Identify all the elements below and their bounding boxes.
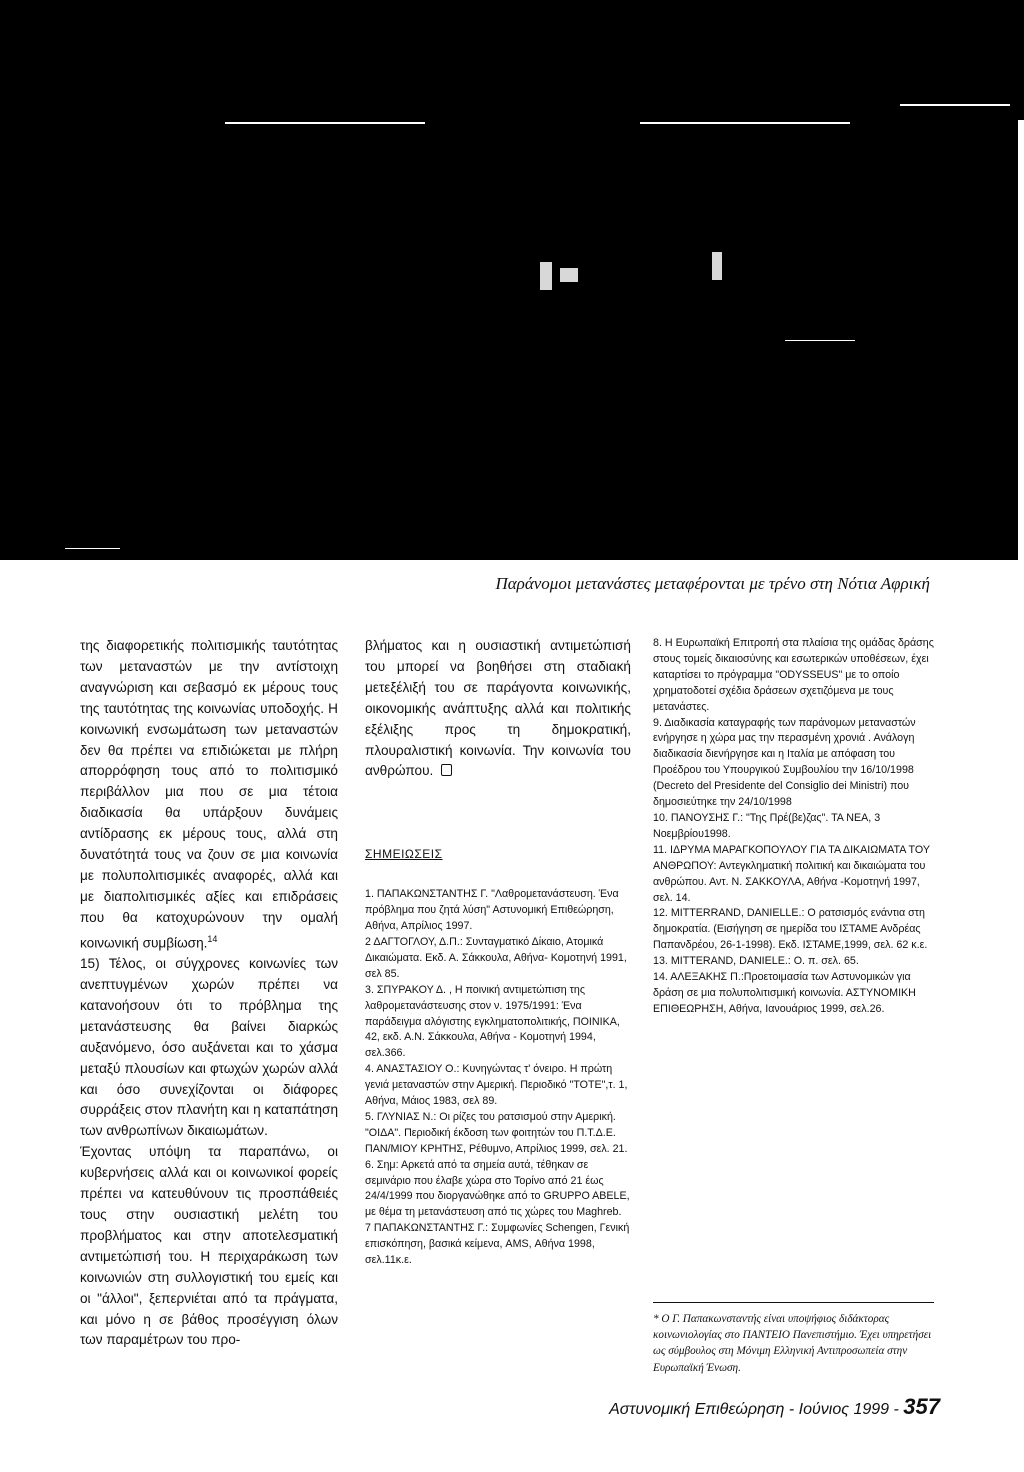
paragraph: Έχοντας υπόψη τα παραπάνω, οι κυβερνήσεις αλλά και οι κοινωνικοί φορείς πρέπει να κατευθύνουν τις προσπάθειές τους στην ουσιαστική μελέτη του προβλήματος και στην αποτελεσματική αντιμετώπισή του. Η περιχαράκωση των κοινωνιών στη συλλογιστική του εμείς και οι "άλλοι", ξεπερνιέται από τα πράγματα, και μόνο η σε βάθος προσέγγιση όλων των παραμέτρων του προ-: [80, 1144, 338, 1348]
footnote-ref: 14: [207, 933, 218, 944]
note-item: 5. ΓΛΥΝΙΑΣ Ν.: Οι ρίζες του ρατσισμού στην Αμερική. "ΟΙΔΑ". Περιοδική έκδοση των φοιτητών του Π.Τ.Δ.Ε. ΠΑΝ/ΜΙΟΥ ΚΡΗΤΗΣ, Ρέθυμνο, Απρίλιος 1999, σελ. 21.: [365, 1110, 628, 1155]
article-photo: [0, 0, 1024, 600]
note-item: 7 ΠΑΠΑΚΩΝΣΤΑΝΤΗΣ Γ.: Συμφωνίες Schengen, Γενική επισκόπηση, βασικά κείμενα, AMS, Αθήνα 1998, σελ.11κ.ε.: [365, 1222, 630, 1267]
note-item: 13. MITTERAND, DANIELE.: Ο. π. σελ. 65.: [653, 955, 859, 968]
column-1: [80, 636, 338, 1351]
page-number: 357: [903, 1394, 940, 1419]
note-item: 10. ΠΑΝΟΥΣΗΣ Γ.: "Της Πρέ(βε)ζας". ΤΑ ΝΕΑ, 3 Νοεμβρίου1998.: [653, 811, 881, 840]
paragraph: 15) Τέλος, οι σύγχρονες κοινωνίες των ανεπτυγμένων χωρών πρέπει να κατανοήσουν ότι το πρόβλημα της μετανάστευσης θα βαίνει διαρκώς αυξανόμενο, όσο αυξάνεται και το χάσμα μεταξύ πλουσίων και φτωχών χωρών αλλά και όσο συνεχίζονται οι διάφορες συρράξεις στον πλανήτη και η καταπάτηση των ανθρωπίνων δικαιωμάτων.: [80, 956, 338, 1139]
note-item: 3. ΣΠΥΡΑΚΟΥ Δ. , Η ποινική αντιμετώπιση της λαθρομετανάστευσης στον ν. 1975/1991: Ένα παράδειγμα αλόγιστης εγκληματοπολιτικής, ΠΟΙΝΙΚΑ, 42, εκδ. Α.Ν. Σάκκουλα, Αθήνα - Κομοτηνή 1994, σελ.366.: [365, 983, 620, 1060]
footer-text: Αστυνομική Επιθεώρηση - Ιούνιος 1999 -: [609, 1401, 904, 1418]
end-of-article-icon: [441, 764, 452, 776]
note-item: 12. MITTERRAND, DANIELLE.: Ο ρατσισμός ενάντια στη δημοκρατία. (Εισήγηση σε ημερίδα του ΙΣΤΑΜΕ Ανδρέας Παπανδρέου, 26-1-1998). Εκδ. ΙΣΤΑΜΕ,1999, σελ. 62 κ.ε.: [653, 907, 928, 952]
page-footer: [609, 1394, 940, 1420]
note-item: 4. ΑΝΑΣΤΑΣΙΟΥ Ο.: Κυνηγώντας τ' όνειρο. Η πρώτη γενιά μεταναστών στην Αμερική. Περιοδικό "ΤΟΤΕ",τ. 1, Αθήνα, Μάιος 1983, σελ 89.: [365, 1063, 628, 1108]
note-item: 11. ΙΔΡΥΜΑ ΜΑΡΑΓΚΟΠΟΥΛΟΥ ΓΙΑ ΤΑ ΔΙΚΑΙΩΜΑΤΑ ΤΟΥ ΑΝΘΡΩΠΟΥ: Αντεγκληματική πολιτική και δικαιώματα του ανθρώπου. Αντ. Ν. ΣΑΚΚΟΥΛΑ, Αθήνα -Κομοτηνή 1997, σελ. 14.: [653, 843, 930, 904]
note-item: 14. ΑΛΕΞΑΚΗΣ Π.:Προετοιμασία των Αστυνομικών για δράση σε μια πολυπολιτισμική κοινωνία. ΑΣΤΥΝΟΜΙΚΗ ΕΠΙΘΕΩΡΗΣΗ, Αθήνα, Ιανουάριος 1999, σελ.26.: [653, 971, 916, 1015]
author-note: * Ο Γ. Παπακωνσταντής είναι υποψήφιος διδάκτορας κοινωνιολογίας στο ΠΑΝΤΕΙΟ Πανεπιστήμιο. Έχει υπηρετήσει ως σύμβουλος στη Μόνιμη Ελληνική Αντιπροσωπεία στην Ευρωπαϊκή Ένωση.: [653, 1302, 934, 1376]
photo-caption: Παράνομοι μετανάστες μεταφέρονται με τρένο στη Νότια Αφρική: [495, 574, 930, 593]
note-item: 9. Διαδικασία καταγραφής των παράνομων μεταναστών ενήργησε η χώρα μας την περασμένη χρονιά . Ανάλογη διαδικασία διενήργησε και η Ιταλία με απόφαση του Προέδρου του Υπουργικού Συμβουλίου την 16/10/1998 (Decreto del Presidente del Consiglio dei Ministri) που δημοσιεύτηκε την 24/10/1998: [653, 716, 916, 809]
notes-heading: ΣΗΜΕΙΩΣΕΙΣ: [365, 847, 443, 862]
note-item: 1. ΠΑΠΑΚΩΝΣΤΑΝΤΗΣ Γ. "Λαθρομετανάστευση. Ένα πρόβλημα που ζητά λύση" Αστυνομική Επιθεώρηση, Αθήνα, Απρίλιος 1997.: [365, 888, 619, 933]
note-item: 2 ΔΑΓΤΟΓΛΟΥ, Δ.Π.: Συνταγματικό Δίκαιο, Ατομικά Δικαιώματα. Εκδ. Α. Σάκκουλα, Αθήνα- Κομοτηνή 1991, σελ 85.: [365, 935, 627, 980]
paragraph: βλήματος και η ουσιαστική αντιμετώπισή του μπορεί να βοηθήσει στη σταδιακή μετεξέλιξή του σε παράγοντα κοινωνικής, οικονομικής ανάπτυξης αλλά και πολιτικής εξέλιξης προς τη δημοκρατική, πλουραλιστική κοινωνία. Την κοινωνία του ανθρώπου.: [365, 638, 631, 779]
paragraph: της διαφορετικής πολιτισμικής ταυτότητας των μεταναστών με την αντίστοιχη αναγνώριση και σεβασμό εκ μέρους τους της ταυτότητας της κοινωνίας υποδοχής. Η κοινωνική ενσωμάτωση των μεταναστών δεν θα πρέπει να επιδιώκεται με πλήρη απορρόφηση τους από το πολιτισμικό περιβάλλον μια που σε μια τέτοια διαδικασία θα υπάρξουν δυνάμεις αντίδρασης εκ μέρους τους, αλλά στη δυνατότητά τους να ζουν σε μια κοινωνία με πολυπολιτισμικές αναφορές, αλλά και με διαπολιτισμικές αξίες και επιδράσεις που θα κατοχυρώνουν την ομαλή κοινωνική συμβίωση.$^{14}$: [80, 638, 338, 951]
note-item: 8. Η Ευρωπαϊκή Επιτροπή στα πλαίσια της ομάδας δράσης στους τομείς δικαιοσύνης και εσωτερικών υποθέσεων, έχει καταρτίσει το πρόγραμμα "ODYSSEUS" με το οποίο χρηματοδοτεί σχέδια δράσεων σχετιζόμενα με τους μετανάστες.: [653, 637, 934, 713]
column-2: [365, 636, 631, 1269]
note-item: 6. Σημ: Αρκετά από τα σημεία αυτά, τέθηκαν σε σεμινάριο που έλαβε χώρα στο Τορίνο από 21 έως 24/4/1999 που διοργανώθηκε από το GRUPPO ABELE, με θέμα τη μετανάστευση από τις χώρες του Maghreb.: [365, 1158, 630, 1219]
column-3: [653, 636, 934, 1018]
